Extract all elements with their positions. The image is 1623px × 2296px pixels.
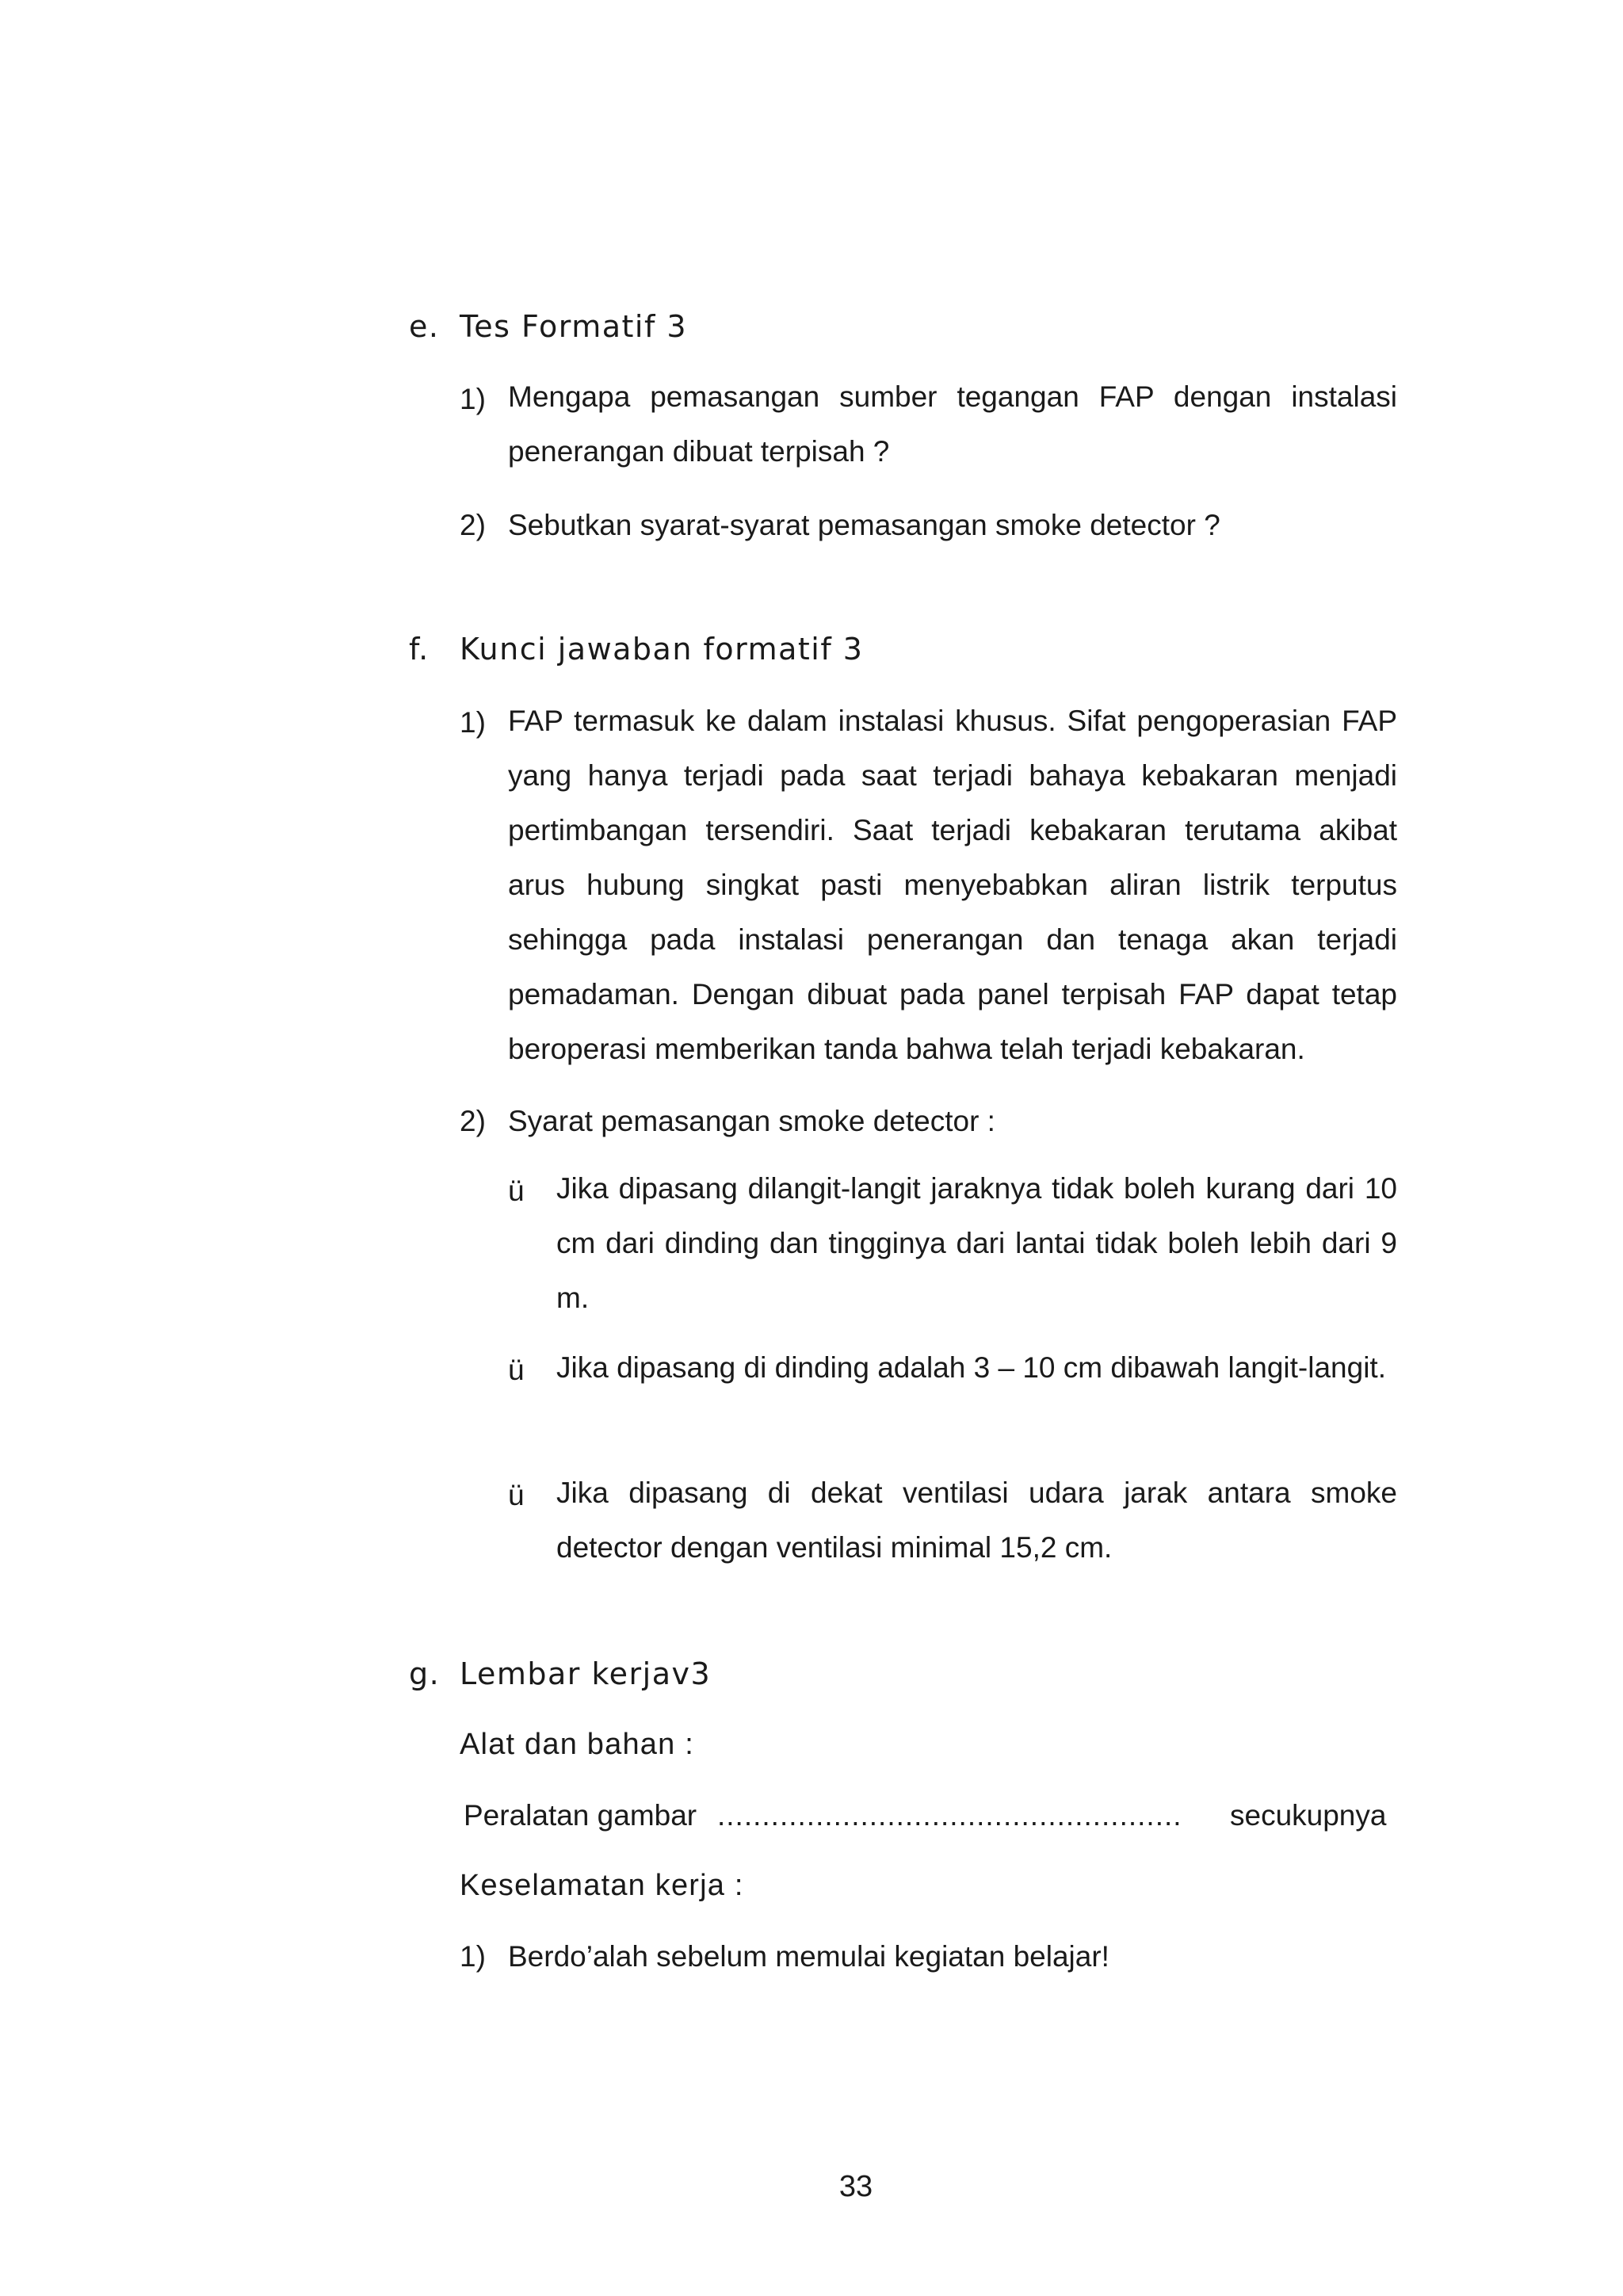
check-icon: ü bbox=[508, 1354, 525, 1386]
question-1-number: 1) bbox=[460, 383, 486, 415]
question-2-number: 2) bbox=[460, 509, 486, 541]
tool-name: Peralatan gambar bbox=[464, 1799, 697, 1832]
check-icon: ü bbox=[508, 1175, 525, 1207]
section-g-letter: g. bbox=[409, 1656, 441, 1691]
tool-quantity: secukupnya bbox=[1230, 1799, 1387, 1832]
tool-leader-dots: .................................................... bbox=[717, 1799, 1182, 1832]
bullet-1-text: Jika dipasang dilangit-langit jaraknya tidak boleh kurang dari 10 cm dari dinding dan tingginya dari lantai tidak boleh lebih dari 9 m. bbox=[556, 1172, 1397, 1314]
safety-1-number: 1) bbox=[460, 1940, 486, 1973]
answer-2-number: 2) bbox=[460, 1105, 486, 1137]
page-number: 33 bbox=[838, 2170, 873, 2203]
safety-1-text: Berdo’alah sebelum memulai kegiatan belajar! bbox=[508, 1940, 1109, 1973]
answer-1-number: 1) bbox=[460, 706, 486, 739]
section-g-title: Lembar kerjav3 bbox=[460, 1656, 712, 1691]
section-e-title: Tes Formatif 3 bbox=[460, 309, 688, 344]
section-f-letter: f. bbox=[409, 632, 430, 667]
bullet-2-text: Jika dipasang di dinding adalah 3 – 10 cm dibawah langit-langit. bbox=[556, 1351, 1386, 1384]
tools-heading: Alat dan bahan : bbox=[460, 1728, 694, 1761]
bullet-3-text: Jika dipasang di dekat ventilasi udara jarak antara smoke detector dengan ventilasi minimal 15,2 cm. bbox=[556, 1477, 1397, 1564]
question-1-text: Mengapa pemasangan sumber tegangan FAP dengan instalasi penerangan dibuat terpisah ? bbox=[508, 380, 1397, 468]
question-2-text: Sebutkan syarat-syarat pemasangan smoke detector ? bbox=[508, 509, 1220, 541]
section-f-title: Kunci jawaban formatif 3 bbox=[460, 632, 864, 667]
safety-heading: Keselamatan kerja : bbox=[460, 1869, 744, 1902]
section-e-letter: e. bbox=[409, 309, 440, 344]
answer-1-text: FAP termasuk ke dalam instalasi khusus. Sifat pengoperasian FAP yang hanya terjadi pada saat terjadi bahaya kebakaran menjadi pertimbangan tersendiri. Saat terjadi kebakaran terutama akibat arus hubung singkat pasti menyebabkan aliran listrik terputus sehingga pada instalasi penerangan dan tenaga akan terjadi pemadaman. Dengan dibuat pada panel terpisah FAP dapat tetap beroperasi memberikan tanda bahwa telah terjadi kebakaran. bbox=[508, 705, 1397, 1065]
check-icon: ü bbox=[508, 1479, 525, 1511]
answer-2-text: Syarat pemasangan smoke detector : bbox=[508, 1105, 995, 1137]
